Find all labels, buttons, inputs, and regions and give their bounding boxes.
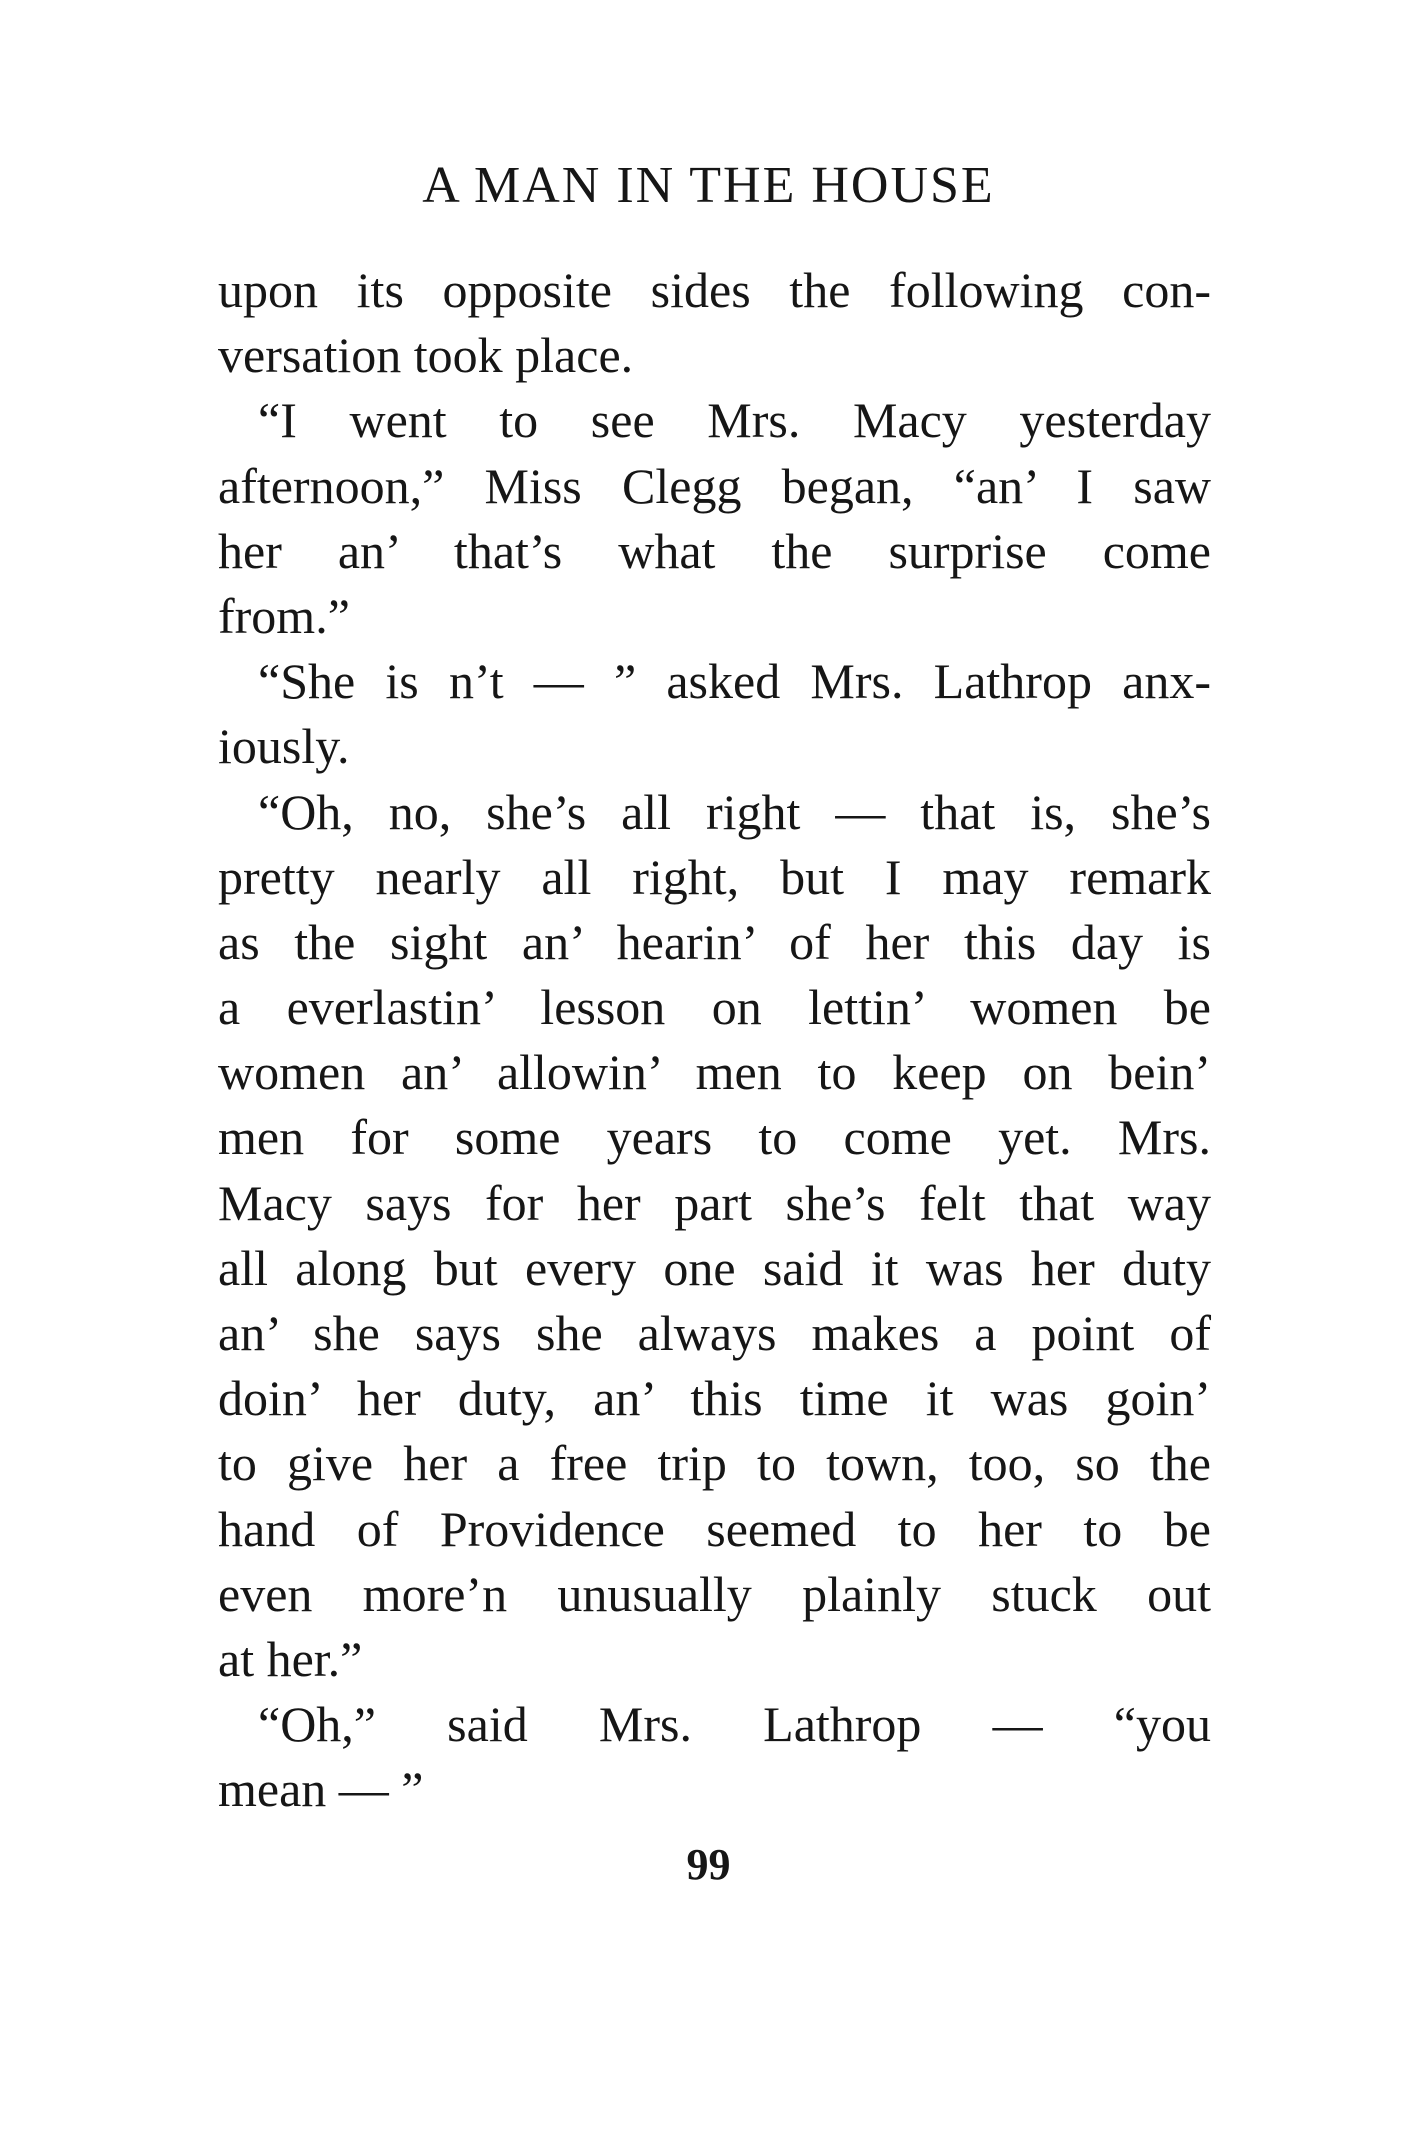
text-line: upon its opposite sides the following con-	[218, 262, 1211, 318]
text-line: an’ she says she always makes a point of	[218, 1305, 1211, 1361]
text-line: all along but every one said it was her duty	[218, 1239, 1211, 1296]
page-number: 99	[686, 1840, 731, 1889]
text-line: hand of Providence seemed to her to be	[218, 1500, 1211, 1557]
text-line: a everlastin’ lesson on lettin’ women be	[218, 979, 1211, 1036]
text-line: men for some years to come yet. Mrs.	[218, 1109, 1211, 1166]
running-title: A MAN IN THE HOUSE	[422, 157, 995, 214]
text-line: iously.	[218, 718, 350, 775]
body-text	[218, 258, 1211, 1823]
text-line: “I went to see Mrs. Macy yesterday	[258, 392, 1211, 449]
text-line: pretty nearly all right, but I may remark	[218, 848, 1211, 905]
text-line: doin’ her duty, an’ this time it was goin’	[218, 1370, 1211, 1427]
text-line: mean — ”	[218, 1761, 424, 1818]
text-line: Macy says for her part she’s felt that way	[218, 1174, 1211, 1231]
text-line: to give her a free trip to town, too, so the	[218, 1435, 1211, 1492]
text-line: from.”	[218, 587, 350, 644]
text-line: her an’ that’s what the surprise come	[218, 522, 1211, 579]
text-line: “She is n’t — ” asked Mrs. Lathrop anx-	[258, 653, 1211, 710]
text-line: as the sight an’ hearin’ of her this day is	[218, 913, 1211, 970]
text-line: versation took place.	[218, 327, 634, 384]
text-line: “Oh, no, she’s all right — that is, she’s	[258, 783, 1211, 840]
text-line: women an’ allowin’ men to keep on bein’	[218, 1044, 1211, 1101]
text-line: at her.”	[218, 1630, 363, 1687]
text-line: even more’n unusually plainly stuck out	[218, 1565, 1211, 1622]
text-line: afternoon,” Miss Clegg began, “an’ I saw	[218, 457, 1211, 514]
text-line: “Oh,” said Mrs. Lathrop — “you	[258, 1696, 1211, 1753]
